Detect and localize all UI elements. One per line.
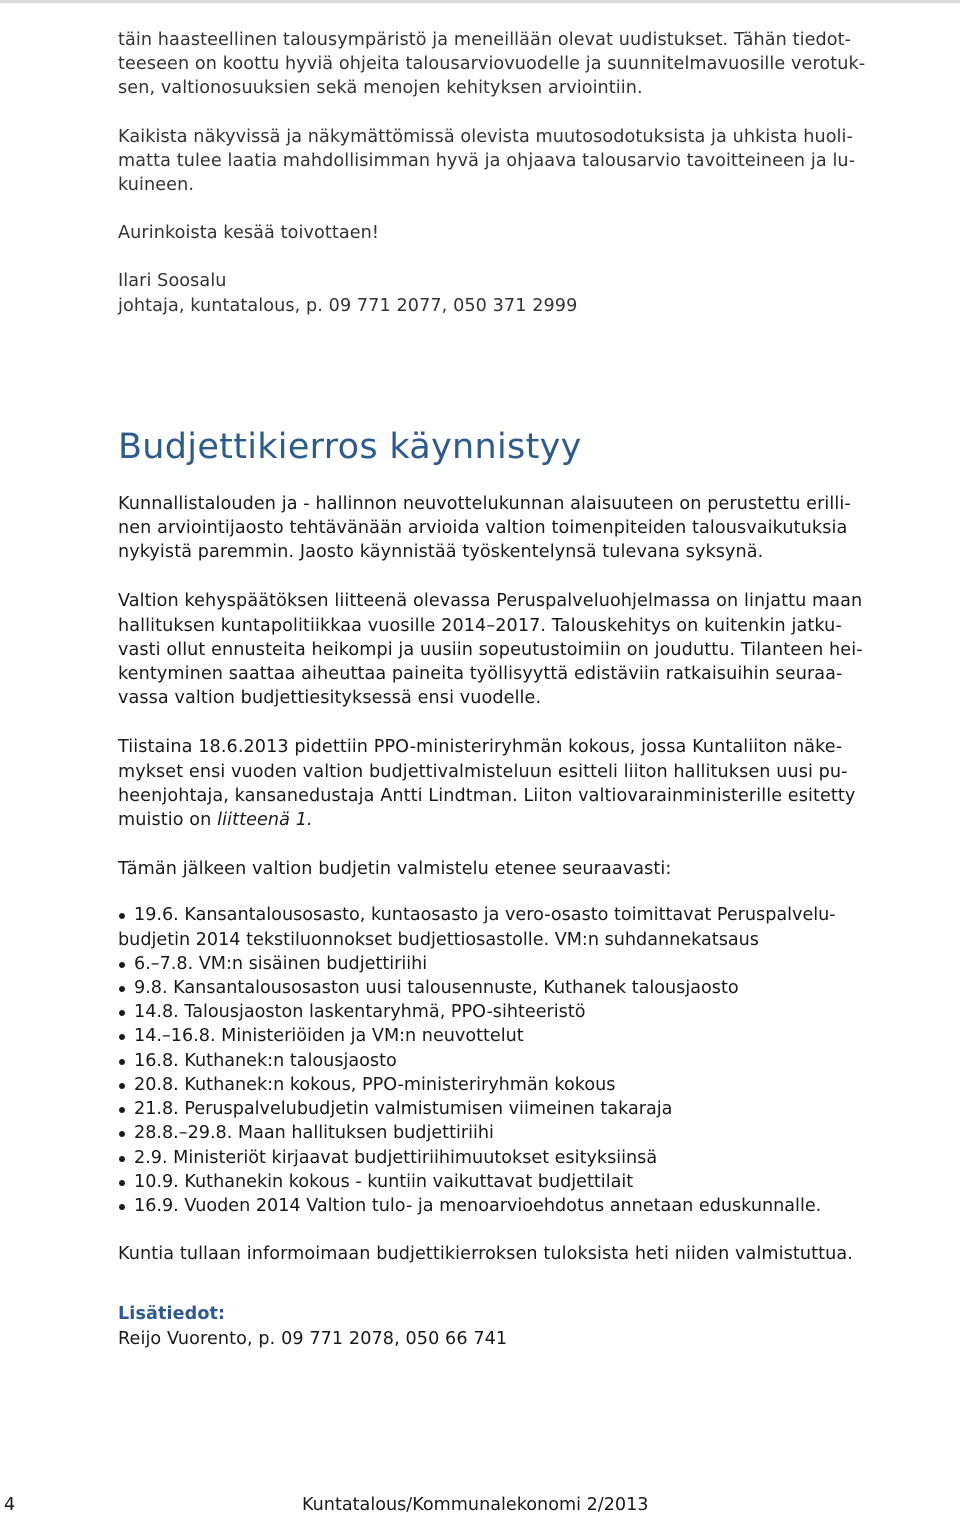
timeline-item: 14.–16.8. Ministeriöiden ja VM:n neuvottelut bbox=[118, 1024, 928, 1048]
timeline-item: 16.9. Vuoden 2014 Valtion tulo- ja menoarvioehdotus annetaan eduskunnalle. bbox=[118, 1194, 928, 1218]
signature bbox=[118, 269, 928, 317]
contact-label: Lisätiedot: bbox=[118, 1304, 226, 1325]
timeline-item: 16.8. Kuthanek:n talousjaosto bbox=[118, 1049, 928, 1073]
article-paragraph-1: Kunnallistalouden ja - hallinnon neuvottelukunnan alaisuuteen on perustettu erilli- nen arviointijaosto tehtävänään arvioida valtion toimenpiteiden talousvaikutuksia nykyistä paremmin. Jaosto käynnistää työskentelynsä tulevana syksynä. bbox=[118, 493, 851, 563]
page-content bbox=[118, 28, 928, 1351]
intro-paragraph-2: Kaikista näkyvissä ja näkymättömissä olevista muutosodotuksista ja uhkista huoli- matta tulee laatia mahdollisimman hyvä ja ohjaava talousarvio tavoitteineen ja lu- kuineen. bbox=[118, 126, 856, 196]
publication-name: Kuntatalous/Kommunalekonomi 2/2013 bbox=[302, 1495, 649, 1515]
intro-paragraph-1: täin haasteellinen talousympäristö ja meneillään olevat uudistukset. Tähän tiedot- teeseen on koottu hyviä ohjeita talousarviovuodelle ja suunnitelmavuosille verotuk- sen, valtionosuuksien sekä menojen kehityksen arviointiin. bbox=[118, 30, 866, 99]
timeline-item: 2.9. Ministeriöt kirjaavat budjettiriihimuutokset esityksiinsä bbox=[118, 1146, 928, 1170]
signature-name: Ilari Soosalu bbox=[118, 271, 227, 292]
bullet-icon bbox=[119, 986, 125, 992]
contact-details: Reijo Vuorento, p. 09 771 2078, 050 66 741 bbox=[118, 1328, 508, 1349]
timeline-item: 6.–7.8. VM:n sisäinen budjettiriihi bbox=[118, 952, 928, 976]
signature-title: johtaja, kuntatalous, p. 09 771 2077, 050 371 2999 bbox=[118, 295, 578, 316]
greeting: Aurinkoista kesää toivottaen! bbox=[118, 223, 380, 244]
list-intro: Tämän jälkeen valtion budjetin valmistelu etenee seuraavasti: bbox=[118, 859, 672, 880]
article-paragraph-2: Valtion kehyspäätöksen liitteenä olevassa Peruspalveluohjelmassa on linjattu maan hallituksen kuntapolitiikkaa vuosille 2014–2017. Talouskehitys on kuitenkin jatku- vasti ollut ennusteita heikompi ja uusiin sopeutustoimiin on jouduttu. Tilanteen hei- kentyminen saattaa aiheuttaa paineita työllisyyttä edistäviin ratkaisuihin seuraa- vassa valtion budjettiesityksessä ensi vuodelle. bbox=[118, 591, 863, 709]
bullet-icon bbox=[119, 1131, 125, 1137]
timeline-item: 9.8. Kansantalousosaston uusi talousennuste, Kuthanek talousjaosto bbox=[118, 976, 928, 1000]
page-number: 4 bbox=[4, 1495, 16, 1515]
bullet-icon bbox=[119, 913, 125, 919]
timeline-item: 21.8. Peruspalvelubudjetin valmistumisen viimeinen takaraja bbox=[118, 1097, 928, 1121]
timeline-item: 28.8.–29.8. Maan hallituksen budjettiriihi bbox=[118, 1121, 928, 1145]
bullet-icon bbox=[119, 1180, 125, 1186]
bullet-icon bbox=[119, 962, 125, 968]
attachment-reference: liitteenä 1. bbox=[217, 810, 313, 831]
bullet-icon bbox=[119, 1107, 125, 1113]
budget-timeline bbox=[118, 903, 928, 1218]
bullet-icon bbox=[119, 1034, 125, 1040]
bullet-icon bbox=[119, 1010, 125, 1016]
bullet-icon bbox=[119, 1204, 125, 1210]
article-paragraph-3: Tiistaina 18.6.2013 pidettiin PPO-ministeriryhmän kokous, jossa Kuntaliiton näke- mykset ensi vuoden valtion budjettivalmisteluun esitteli liiton hallituksen uusi pu- heenjohtaja, kansanedustaja Antti Lindtman. Liiton valtiovarainministerille esitetty muistio on liitteenä 1. bbox=[118, 737, 856, 831]
bullet-icon bbox=[119, 1083, 125, 1089]
timeline-item: 14.8. Talousjaoston laskentaryhmä, PPO-sihteeristö bbox=[118, 1000, 928, 1024]
timeline-item: 20.8. Kuthanek:n kokous, PPO-ministeriryhmän kokous bbox=[118, 1073, 928, 1097]
timeline-item: 19.6. Kansantalousosasto, kuntaosasto ja vero-osasto toimittavat Peruspalvelu- budjetin 2014 tekstiluonnokset budjettiosastolle. VM:n suhdannekatsaus bbox=[118, 905, 836, 950]
closing-paragraph: Kuntia tullaan informoimaan budjettikierroksen tuloksista heti niiden valmistuttua. bbox=[118, 1244, 853, 1265]
bullet-icon bbox=[119, 1059, 125, 1065]
article-heading: Budjettikierros käynnistyy bbox=[118, 426, 582, 467]
bullet-icon bbox=[119, 1156, 125, 1162]
timeline-item: 10.9. Kuthanekin kokous - kuntiin vaikuttavat budjettilait bbox=[118, 1170, 928, 1194]
page-top-rule bbox=[0, 0, 960, 3]
